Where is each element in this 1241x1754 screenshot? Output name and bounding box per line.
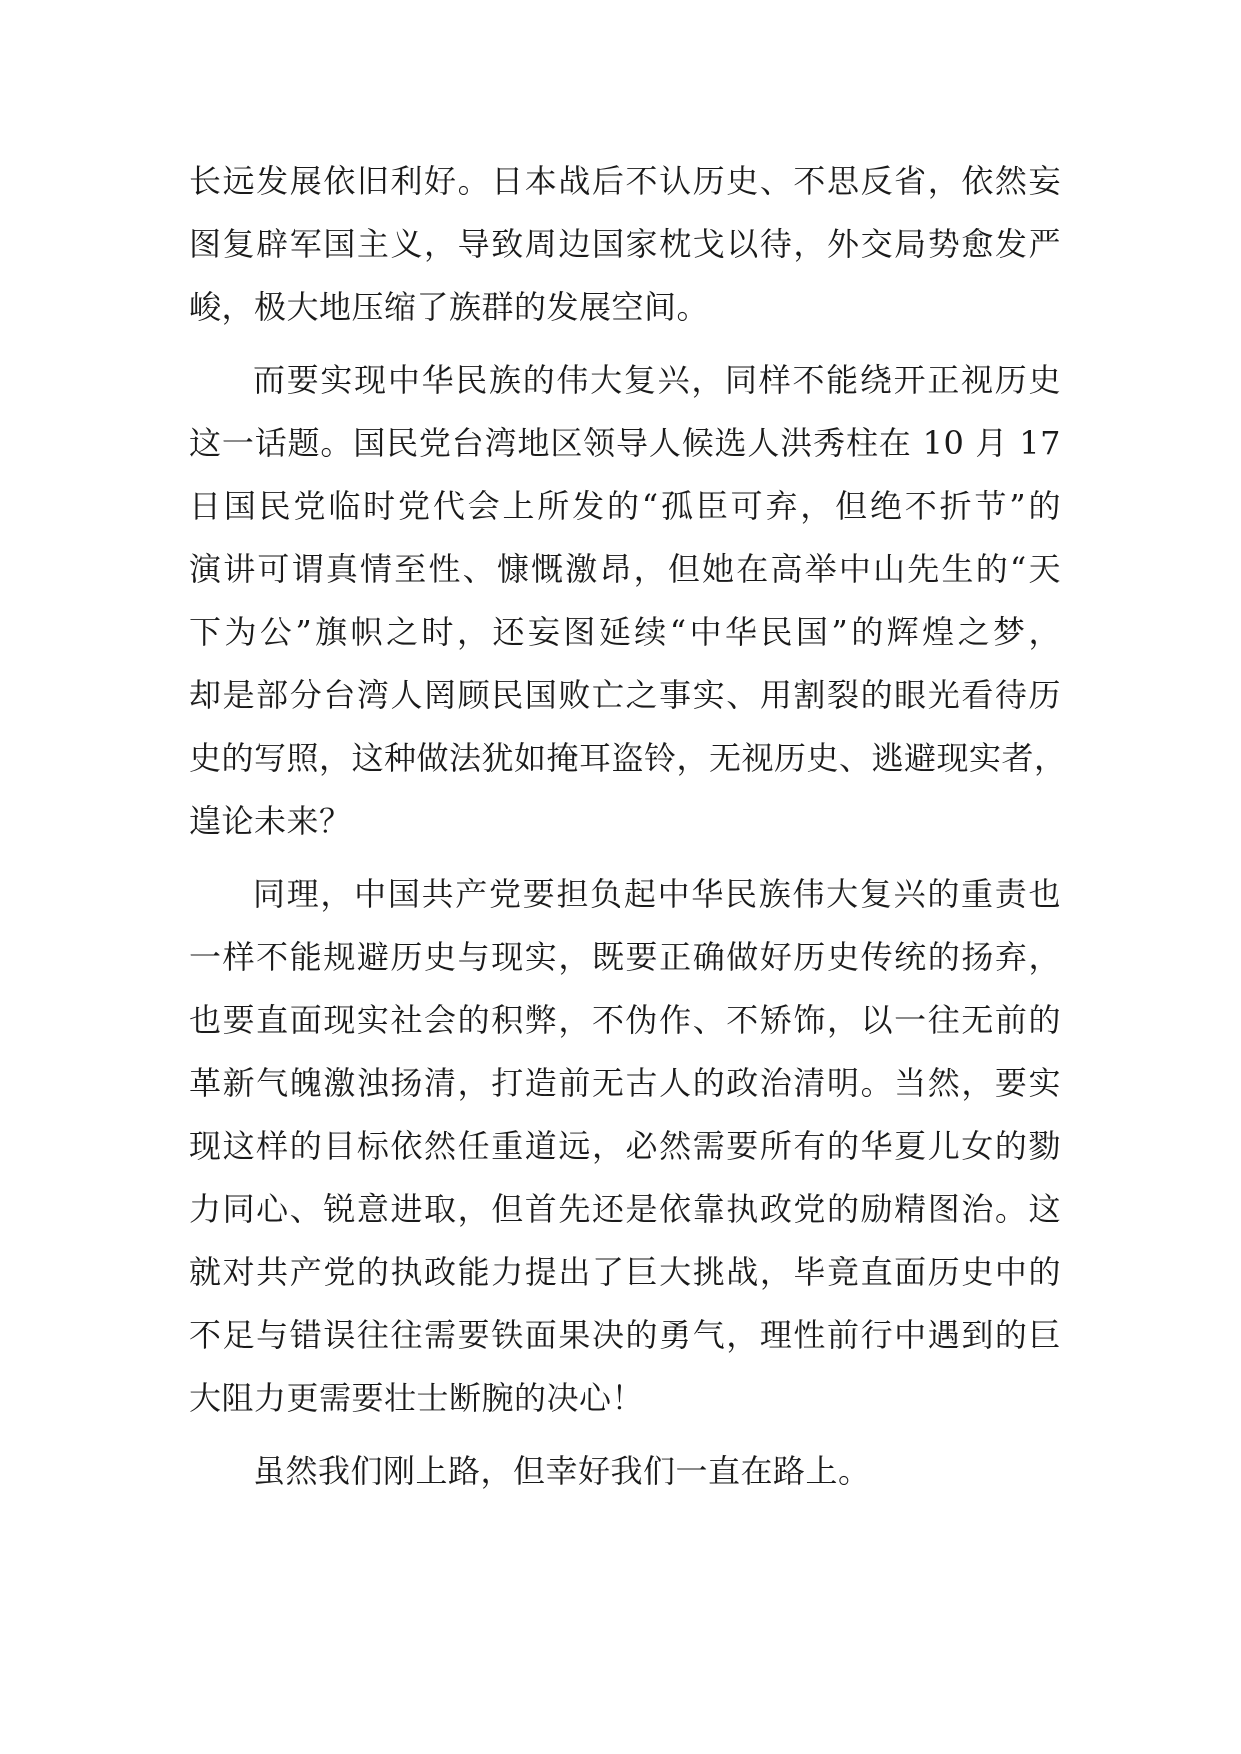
text-line: 长远发展依旧利好。日本战后不认历史、不思反省，依然妄 (189, 162, 1061, 200)
text-line: 虽然我们刚上路，但幸好我们一直在路上。 (253, 1452, 871, 1490)
paragraph (189, 1440, 1061, 1503)
text-line: 演讲可谓真情至性、慷慨激昂，但她在高举中山先生的“天 (189, 550, 1061, 588)
text-line: 同理，中国共产党要担负起中华民族伟大复兴的重责也 (253, 875, 1061, 913)
paragraph (189, 150, 1061, 339)
paragraph (189, 349, 1067, 853)
text-line: 一样不能规避历史与现实，既要正确做好历史传统的扬弃， (189, 938, 1061, 976)
text-line: 现这样的目标依然任重道远，必然需要所有的华夏儿女的勠 (189, 1127, 1061, 1165)
text-line: 图复辟军国主义，导致周边国家枕戈以待，外交局势愈发严 (189, 225, 1061, 263)
text-line: 遑论未来？ (189, 802, 352, 840)
text-line: 日国民党临时党代会上所发的“孤臣可弃，但绝不折节”的 (189, 487, 1061, 525)
paragraph (189, 863, 1061, 1430)
text-line: 力同心、锐意进取，但首先还是依靠执政党的励精图治。这 (189, 1190, 1061, 1228)
text-line: 革新气魄激浊扬清，打造前无古人的政治清明。当然，要实 (189, 1064, 1061, 1102)
text-line: 就对共产党的执政能力提出了巨大挑战，毕竟直面历史中的 (189, 1253, 1061, 1291)
text-line: 也要直面现实社会的积弊，不伪作、不矫饰，以一往无前的 (189, 1001, 1061, 1039)
text-line: 大阻力更需要壮士断腕的决心！ (189, 1379, 645, 1417)
document-body (189, 150, 1067, 1513)
text-line: 却是部分台湾人罔顾民国败亡之事实、用割裂的眼光看待历 (189, 676, 1061, 714)
text-line: 史的写照，这种做法犹如掩耳盗铃，无视历史、逃避现实者， (189, 739, 1067, 777)
text-line: 不足与错误往往需要铁面果决的勇气，理性前行中遇到的巨 (189, 1316, 1061, 1354)
text-line: 这一话题。国民党台湾地区领导人候选人洪秀柱在 10 月 17 (189, 424, 1061, 462)
text-line: 下为公”旗帜之时，还妄图延续“中华民国”的辉煌之梦， (189, 613, 1061, 651)
text-line: 峻，极大地压缩了族群的发展空间。 (189, 288, 710, 326)
text-line: 而要实现中华民族的伟大复兴，同样不能绕开正视历史 (253, 361, 1061, 399)
